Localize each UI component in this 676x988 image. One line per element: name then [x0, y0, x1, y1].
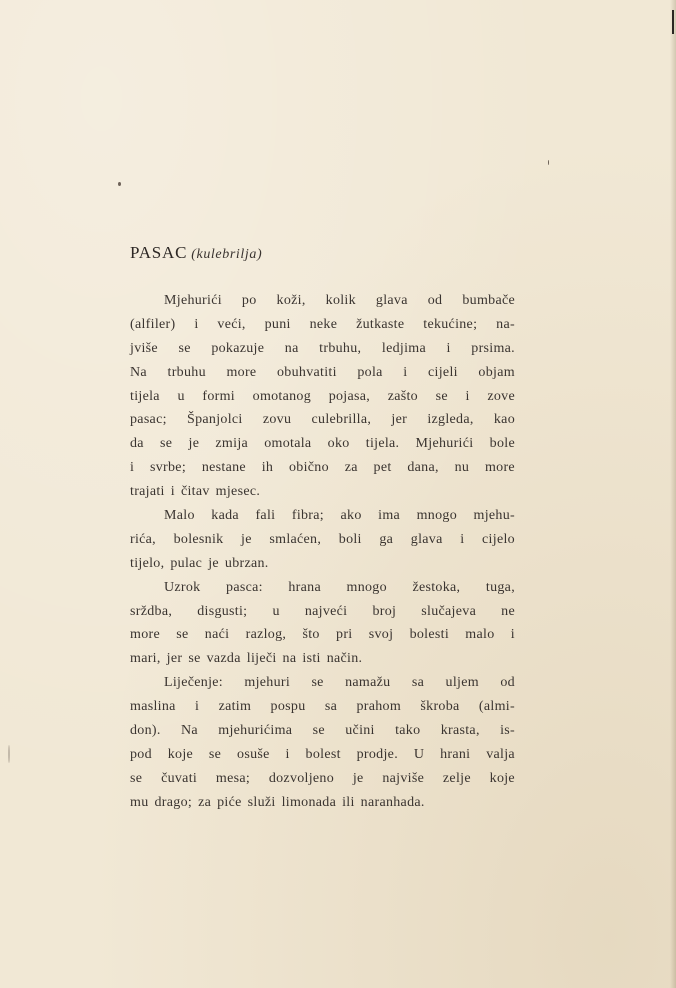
word: pasca: — [226, 579, 263, 595]
word: pod — [130, 746, 152, 762]
word: valja — [486, 746, 515, 762]
word: tuga, — [485, 579, 515, 595]
paper-speck — [118, 182, 121, 186]
article — [130, 243, 515, 815]
word: razlog, — [245, 627, 287, 643]
word: limonada — [281, 794, 337, 810]
word: fali — [255, 508, 276, 524]
word: se — [160, 436, 173, 452]
word: krasta, — [440, 723, 480, 739]
word: se — [435, 388, 448, 404]
text-line — [130, 719, 515, 743]
word: pospu — [270, 699, 306, 715]
word: more — [484, 460, 515, 476]
word: Malo — [164, 508, 195, 524]
word: na- — [496, 316, 515, 332]
word: bolesti — [409, 627, 450, 643]
word: mnogo — [346, 579, 387, 595]
word: ne — [501, 603, 515, 619]
text-line — [130, 385, 515, 409]
text-line — [130, 552, 515, 576]
word: objam — [478, 364, 515, 380]
body-text — [130, 289, 515, 815]
word: se — [130, 770, 143, 786]
word: glava — [375, 293, 408, 308]
word: ima — [378, 508, 401, 524]
word: čuvati — [161, 770, 198, 786]
word: ga — [379, 531, 394, 547]
word: (alfiler) — [130, 316, 176, 332]
word: boli — [338, 531, 362, 547]
word: osuše — [237, 746, 270, 762]
text-line — [130, 767, 515, 791]
word: pet — [373, 460, 392, 476]
text-line — [130, 647, 515, 671]
word: tekućine; — [423, 316, 478, 332]
word: je — [208, 555, 219, 571]
word: zove — [487, 388, 515, 404]
word: svrbe; — [150, 460, 187, 476]
word: mjehuri — [244, 675, 291, 691]
word: u — [177, 388, 185, 404]
word: škroba — [420, 699, 460, 715]
word: omotanog — [252, 388, 312, 404]
word: i — [285, 746, 290, 762]
word: kao — [493, 412, 515, 428]
word: Mjehurići — [415, 436, 474, 452]
word: namažu — [345, 675, 391, 691]
word: za — [198, 794, 212, 810]
word: mjesec. — [215, 484, 261, 500]
word: more — [130, 627, 160, 643]
word: obično — [289, 460, 329, 476]
word: mesa; — [215, 770, 251, 786]
word: pulac — [170, 555, 203, 571]
word: izgleda, — [427, 412, 474, 428]
word: liječi — [246, 651, 277, 667]
word: zašto — [387, 388, 418, 404]
word: da — [130, 436, 144, 452]
word: pola — [357, 364, 383, 380]
word: se — [178, 340, 191, 356]
word: koje — [167, 746, 194, 762]
word: Uzrok — [164, 579, 201, 595]
paper-speck — [8, 745, 10, 763]
word: koje — [489, 770, 515, 786]
word: mnogo — [416, 508, 457, 524]
word: uljem — [445, 675, 479, 691]
word: kada — [211, 508, 239, 524]
word: drago; — [154, 794, 193, 810]
word: cijeli — [428, 364, 458, 380]
word: U — [413, 746, 425, 762]
word: bole — [489, 436, 515, 452]
word: i — [195, 699, 200, 715]
word: mjehu- — [473, 508, 515, 524]
page-edge-shadow — [670, 0, 676, 988]
word: što — [302, 627, 320, 643]
word: glava — [410, 531, 443, 547]
section-heading — [130, 243, 515, 265]
word: zatim — [218, 699, 252, 715]
word: hrani — [440, 746, 471, 762]
word: (almi- — [478, 699, 515, 715]
word: zovu — [262, 412, 292, 428]
word: oko — [327, 436, 350, 452]
word: naći — [204, 627, 230, 643]
text-line — [130, 408, 515, 432]
word: čitav — [180, 484, 210, 500]
word: pokazuje — [211, 340, 265, 356]
text-line — [130, 600, 515, 624]
word: sa — [324, 699, 338, 715]
word: trbuhu — [167, 364, 206, 380]
word: ili — [342, 794, 355, 810]
word: bolest — [305, 746, 341, 762]
word: srždba, — [130, 603, 173, 619]
word: od — [500, 675, 515, 691]
text-line — [130, 623, 515, 647]
word: don). — [130, 723, 161, 739]
word: veći, — [217, 316, 246, 332]
section-title: PASAC — [130, 243, 188, 262]
text-line — [130, 313, 515, 337]
word: za — [344, 460, 358, 476]
word: prsima. — [471, 340, 515, 356]
word: na — [282, 651, 297, 667]
word: u — [272, 603, 280, 619]
word: jer — [166, 651, 183, 667]
word: neke — [309, 316, 338, 332]
word: na — [284, 340, 299, 356]
paragraph — [130, 576, 515, 672]
word: cijelo — [482, 531, 515, 547]
text-line — [130, 576, 515, 600]
word: isti — [302, 651, 321, 667]
page-edge-mark — [672, 10, 674, 34]
word: koži, — [276, 293, 306, 308]
word: se — [188, 651, 201, 667]
word: po — [241, 293, 257, 308]
word: tijelo, — [130, 555, 165, 571]
word: prodje. — [356, 746, 398, 762]
word: dana, — [407, 460, 439, 476]
word: slučajeva — [421, 603, 477, 619]
word: i — [194, 316, 199, 332]
word: trajati — [130, 484, 165, 500]
word: ih — [261, 460, 274, 476]
word: mu — [130, 794, 149, 810]
word: žutkaste — [356, 316, 405, 332]
text-line — [130, 504, 515, 528]
word: smlaćen, — [269, 531, 322, 547]
word: hrana — [288, 579, 321, 595]
word: zmija — [215, 436, 249, 452]
word: more — [226, 364, 257, 380]
word: se — [311, 675, 324, 691]
word: Na — [130, 364, 147, 380]
word: maslina — [130, 699, 176, 715]
word: Na — [181, 723, 198, 739]
word: i — [460, 531, 465, 547]
word: jviše — [130, 340, 158, 356]
word: jer — [391, 412, 408, 428]
text-line — [130, 480, 515, 504]
word: bumbače — [462, 293, 515, 308]
word: kolik — [325, 293, 356, 308]
section-subtitle: (kulebrilja) — [191, 247, 263, 262]
word: pasac; — [130, 412, 167, 428]
word: je — [241, 531, 252, 547]
word: dozvoljeno — [268, 770, 335, 786]
word: obuhvatiti — [277, 364, 337, 380]
text-line — [130, 432, 515, 456]
word: tako — [395, 723, 421, 739]
text-line — [130, 528, 515, 552]
word: culebrilla, — [311, 412, 372, 428]
word: mjehurićima — [218, 723, 293, 739]
word: trbuhu, — [319, 340, 362, 356]
word: se — [208, 746, 222, 762]
word: naranhada. — [360, 794, 425, 810]
word: tijela. — [365, 436, 400, 452]
word: nestane — [201, 460, 246, 476]
text-line — [130, 743, 515, 767]
word: od — [427, 293, 443, 308]
word: ubrzan. — [224, 555, 269, 571]
word: fibra; — [291, 508, 324, 524]
word: učini — [345, 723, 375, 739]
word: nu — [454, 460, 470, 476]
word: pojasa, — [328, 388, 371, 404]
word: i — [465, 388, 470, 404]
word: služi — [247, 794, 276, 810]
word: is- — [500, 723, 515, 739]
word: malo — [465, 627, 495, 643]
word: se — [312, 723, 325, 739]
word: vazda — [206, 651, 241, 667]
word: formi — [202, 388, 235, 404]
word: piće — [217, 794, 242, 810]
word: pri — [336, 627, 353, 643]
word: Liječenje: — [164, 675, 223, 691]
word: sa — [411, 675, 425, 691]
word: i — [130, 460, 135, 476]
word: omotala — [264, 436, 312, 452]
word: i — [510, 627, 515, 643]
word: ledjima — [381, 340, 426, 356]
word: je — [352, 770, 364, 786]
paragraph — [130, 504, 515, 576]
text-line — [130, 456, 515, 480]
word: puni — [264, 316, 291, 332]
text-line — [130, 671, 515, 695]
word: najviše — [382, 770, 425, 786]
word: i — [403, 364, 408, 380]
text-line — [130, 361, 515, 385]
text-line — [130, 337, 515, 361]
word: broj — [372, 603, 397, 619]
word: disgusti; — [197, 603, 248, 619]
word: je — [188, 436, 200, 452]
word: i — [170, 484, 175, 500]
paragraph — [130, 671, 515, 814]
word: mari, — [130, 651, 161, 667]
paper-speck — [548, 160, 549, 165]
word: i — [446, 340, 451, 356]
text-line — [130, 695, 515, 719]
text-line — [130, 791, 515, 815]
word: Mjehurići — [164, 293, 222, 308]
word: svoj — [368, 627, 394, 643]
word: bolesnik — [173, 531, 224, 547]
word: rića, — [130, 531, 156, 547]
word: ako — [340, 508, 362, 524]
word: tijela — [130, 388, 160, 404]
word: prahom — [356, 699, 402, 715]
word: zelje — [442, 770, 471, 786]
text-line — [130, 289, 515, 313]
word: najveći — [304, 603, 348, 619]
word: se — [176, 627, 189, 643]
word: Španjolci — [187, 412, 243, 428]
word: žestoka, — [412, 579, 461, 595]
paragraph — [130, 289, 515, 504]
word: način. — [326, 651, 363, 667]
